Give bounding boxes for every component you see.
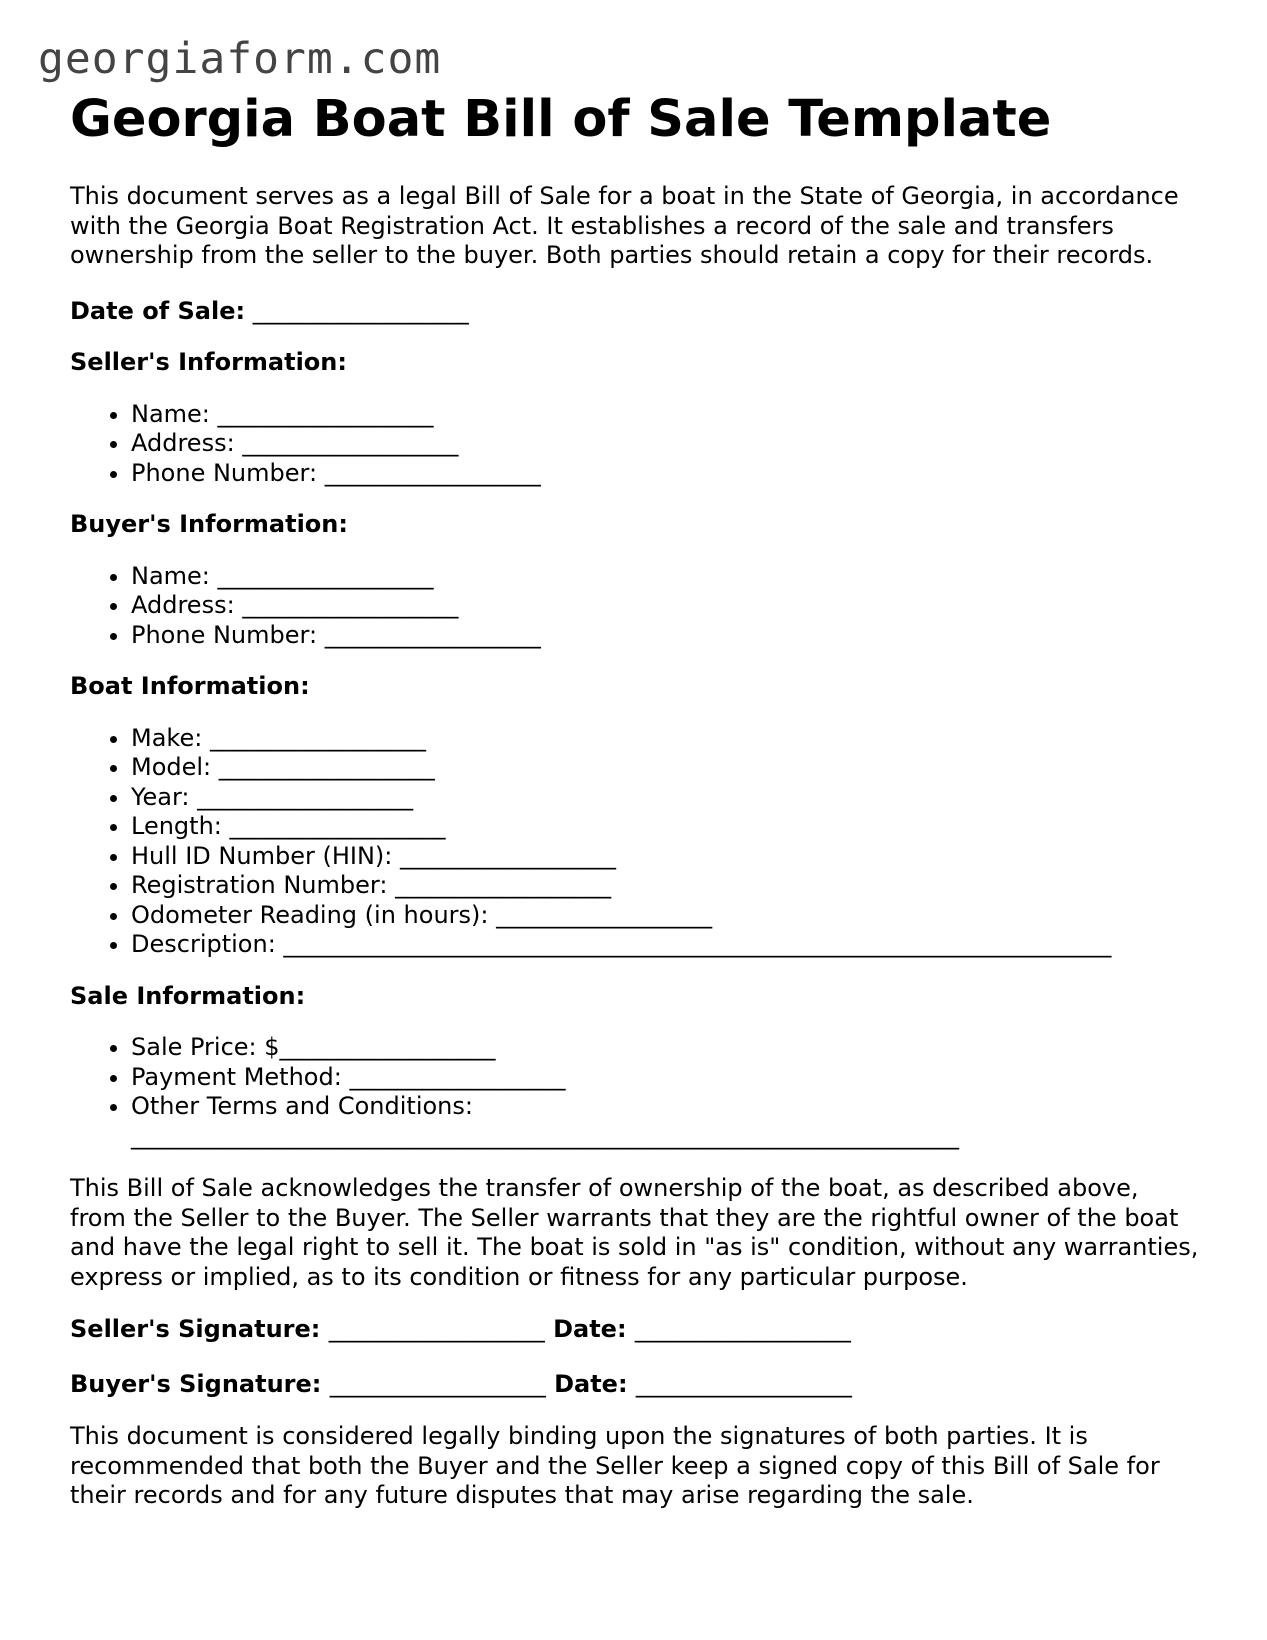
watermark-logo: georgiaform.com [38, 34, 442, 84]
boat-description-label: Description: [131, 930, 276, 958]
buyer-signature-label: Buyer's Signature: [70, 1369, 322, 1398]
seller-name-label: Name: [131, 399, 210, 428]
buyer-heading: Buyer's Information: [70, 510, 348, 538]
buyer-name-blank[interactable]: __________________ [217, 561, 434, 590]
seller-signature-label: Seller's Signature: [70, 1315, 321, 1343]
list-item [131, 812, 1200, 842]
date-of-sale-blank[interactable]: __________________ [252, 296, 469, 325]
list-item [131, 842, 1200, 872]
boat-registration-label: Registration Number: [131, 871, 388, 899]
boat-description-blank[interactable]: _____________________________________________________________________ [283, 930, 1112, 958]
seller-name-blank[interactable]: __________________ [217, 399, 434, 428]
list-item [131, 429, 1200, 459]
seller-signature-blank[interactable]: __________________ [328, 1315, 545, 1343]
seller-address-blank[interactable]: __________________ [242, 429, 459, 457]
list-item [131, 400, 1200, 430]
seller-phone-blank[interactable]: __________________ [324, 458, 541, 487]
buyer-list [70, 562, 1200, 651]
sale-heading: Sale Information: [70, 981, 306, 1010]
boat-odometer-blank[interactable]: __________________ [496, 900, 713, 929]
buyer-address-blank[interactable]: __________________ [242, 591, 459, 619]
list-item [131, 1063, 1200, 1093]
seller-heading: Seller's Information: [70, 348, 347, 376]
date-of-sale-field [70, 297, 1200, 327]
page-title: Georgia Boat Bill of Sale Template [70, 90, 1052, 149]
buyer-phone-blank[interactable]: __________________ [324, 620, 541, 649]
list-item [131, 621, 1200, 651]
sale-terms-label: Other Terms and Conditions: [131, 1092, 473, 1120]
boat-hin-blank[interactable]: __________________ [399, 841, 616, 870]
buyer-date-blank[interactable]: __________________ [635, 1369, 852, 1398]
buyer-signature-row [70, 1370, 1200, 1400]
boat-length-blank[interactable]: __________________ [229, 812, 446, 840]
list-item [131, 871, 1200, 901]
buyer-signature-blank[interactable]: __________________ [329, 1369, 546, 1398]
list-item [131, 562, 1200, 592]
seller-date-label: Date: [553, 1315, 627, 1343]
list-item [131, 1092, 1200, 1151]
boat-registration-blank[interactable]: __________________ [395, 871, 612, 899]
seller-address-label: Address: [131, 429, 235, 457]
boat-length-label: Length: [131, 812, 222, 840]
boat-list [70, 724, 1200, 960]
sale-price-blank[interactable]: __________________ [279, 1033, 496, 1061]
seller-date-blank[interactable]: __________________ [634, 1315, 851, 1343]
sale-price-label: Sale Price: $ [131, 1033, 280, 1061]
intro-paragraph: This document serves as a legal Bill of Sale for a boat in the State of Georgia, in accordance with the Georgia Boat Registration Act. It establishes a record of the sale and transfers ownership from the seller to the buyer. Both parties should retain a copy for their records. [70, 182, 1179, 269]
boat-heading: Boat Information: [70, 672, 310, 700]
list-item [131, 724, 1200, 754]
list-item [131, 753, 1200, 783]
list-item [131, 591, 1200, 621]
boat-hin-label: Hull ID Number (HIN): [131, 841, 393, 870]
boat-odometer-label: Odometer Reading (in hours): [131, 900, 489, 929]
seller-list [70, 400, 1200, 489]
boat-make-label: Make: [131, 723, 203, 752]
buyer-name-label: Name: [131, 561, 210, 590]
final-paragraph: This document is considered legally binding upon the signatures of both parties. It is recommended that both the Buyer and the Seller keep a signed copy of this Bill of Sale for their records and for any future disputes that may arise regarding the sale. [70, 1422, 1160, 1509]
sale-payment-label: Payment Method: [131, 1062, 342, 1091]
date-of-sale-label: Date of Sale: [70, 296, 246, 325]
list-item [131, 783, 1200, 813]
buyer-phone-label: Phone Number: [131, 620, 318, 649]
boat-model-label: Model: [131, 753, 212, 781]
buyer-date-label: Date: [554, 1369, 628, 1398]
boat-make-blank[interactable]: __________________ [209, 723, 426, 752]
buyer-address-label: Address: [131, 591, 235, 619]
seller-signature-row [70, 1315, 1200, 1345]
boat-year-label: Year: [131, 782, 190, 811]
document-body [70, 90, 1200, 1511]
closing-paragraph: This Bill of Sale acknowledges the transfer of ownership of the boat, as described above, from the Seller to the Buyer. The Seller warrants that they are the rightful owner of the boat and have the legal right to sell it. The boat is sold in "as is" condition, without any warranties, express or implied, as to its condition or fitness for any particular purpose. [70, 1174, 1199, 1291]
list-item [131, 930, 1200, 960]
sale-payment-blank[interactable]: __________________ [349, 1062, 566, 1091]
list-item [131, 459, 1200, 489]
seller-phone-label: Phone Number: [131, 458, 318, 487]
boat-year-blank[interactable]: __________________ [197, 782, 414, 811]
list-item [131, 1033, 1200, 1063]
sale-list [70, 1033, 1200, 1151]
sale-terms-blank[interactable]: _____________________________________________________________________ [131, 1121, 959, 1150]
list-item [131, 901, 1200, 931]
boat-model-blank[interactable]: __________________ [218, 753, 435, 781]
